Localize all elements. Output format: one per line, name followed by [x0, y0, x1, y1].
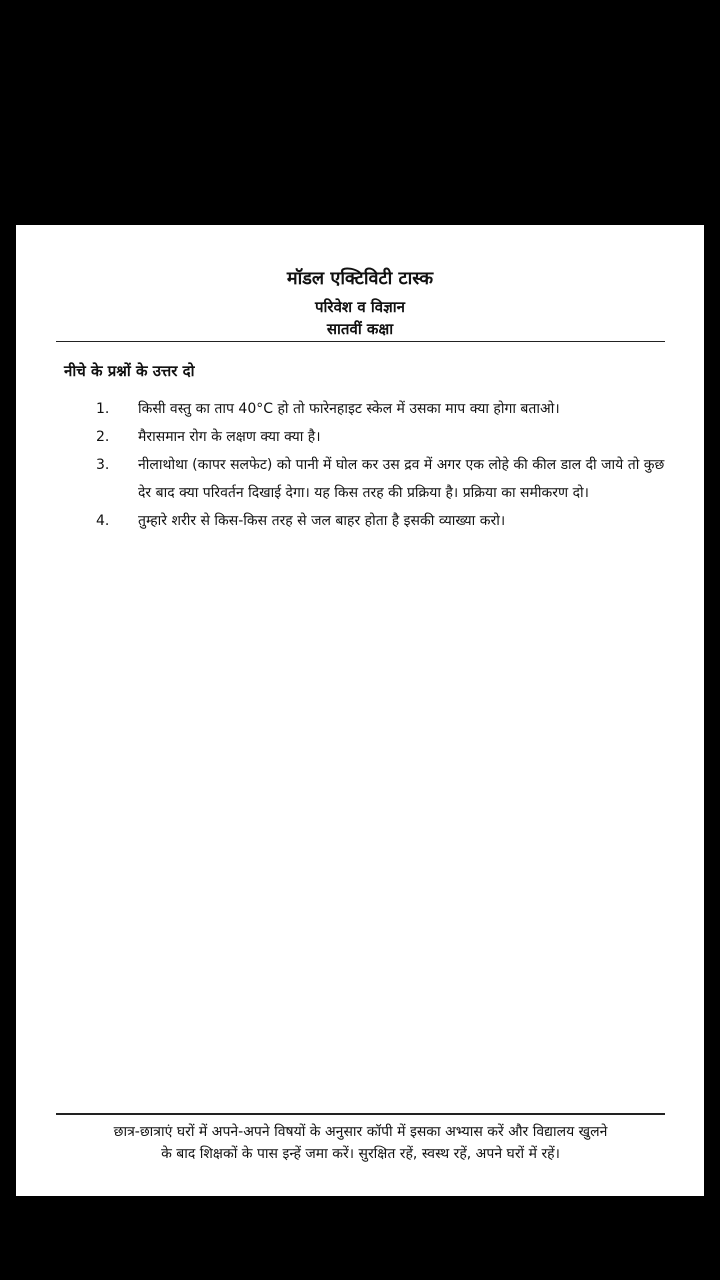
header-divider: [56, 341, 665, 342]
document-page: [16, 225, 704, 1196]
question-text: मैरासमान रोग के लक्षण क्या क्या है।: [138, 429, 321, 445]
question-item: [96, 395, 676, 423]
question-list: [96, 395, 676, 535]
question-item: [96, 423, 676, 451]
question-text: तुम्हारे शरीर से किस-किस तरह से जल बाहर होता है इसकी व्याख्या करो।: [138, 513, 506, 529]
question-number: 1.: [96, 401, 110, 417]
question-text: किसी वस्तु का ताप 40°C हो तो फारेनहाइट स्केल में उसका माप क्या होगा बताओ।: [138, 401, 560, 417]
footer-divider: [56, 1113, 665, 1115]
question-number: 3.: [96, 457, 110, 473]
class-heading: सातवीं कक्षा: [326, 320, 394, 338]
document-title: मॉडल एक्टिविटी टास्क: [286, 268, 434, 289]
footer-line: छात्र-छात्राएं घरों में अपने-अपने विषयों के अनुसार कॉपी में इसका अभ्यास करें और विद्यालय खुलने: [113, 1124, 608, 1140]
footer-line: के बाद शिक्षकों के पास इन्हें जमा करें। सुरक्षित रहें, स्वस्थ रहें, अपने घरों में रहें।: [161, 1146, 560, 1162]
footer-note: [56, 1121, 665, 1165]
instruction-text: नीचे के प्रश्नों के उत्तर दो: [64, 362, 195, 380]
question-number: 4.: [96, 513, 110, 529]
subject-heading: परिवेश व विज्ञान: [315, 298, 405, 316]
question-item: [96, 451, 676, 507]
question-text: नीलाथोथा (कापर सलफेट) को पानी में घोल कर उस द्रव में अगर एक लोहे की कील डाल दी जाये तो कुछ देर बाद क्या परिवर्तन दिखाई देगा। यह किस तरह की प्रक्रिया है। प्रक्रिया का समीकरण दो।: [138, 457, 665, 501]
question-number: 2.: [96, 429, 110, 445]
question-item: [96, 507, 676, 535]
